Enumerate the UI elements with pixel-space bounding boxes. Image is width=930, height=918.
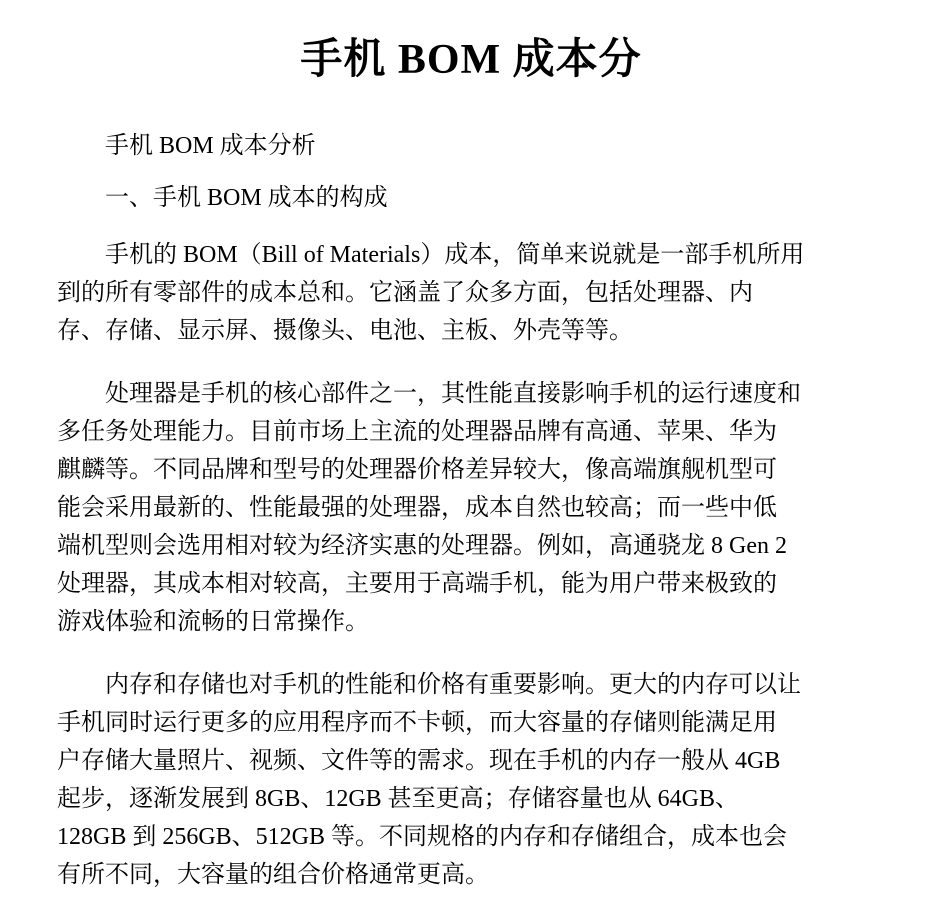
text-line: 手机同时运行更多的应用程序而不卡顿，而大容量的存储则能满足用 <box>57 710 777 736</box>
text-line: 游戏体验和流畅的日常操作。 <box>57 609 369 635</box>
text-line: 能会采用最新的、性能最强的处理器，成本自然也较高；而一些中低 <box>57 495 777 521</box>
text-line: 存、存储、显示屏、摄像头、电池、主板、外壳等等。 <box>57 318 633 344</box>
text-line: 128GB 到 256GB、512GB 等。不同规格的内存和存储组合，成本也会 <box>57 824 788 850</box>
text-line: 多任务处理能力。目前市场上主流的处理器品牌有高通、苹果、华为 <box>57 419 777 445</box>
paragraph <box>57 236 885 350</box>
document-subtitle: 手机 BOM 成本分析 <box>105 133 316 159</box>
text-line: 起步，逐渐发展到 8GB、12GB 甚至更高；存储容量也从 64GB、 <box>57 786 740 812</box>
paragraph <box>57 666 885 894</box>
text-line: 处理器是手机的核心部件之一，其性能直接影响手机的运行速度和 <box>105 381 801 407</box>
text-line: 到的所有零部件的成本总和。它涵盖了众多方面，包括处理器、内 <box>57 280 753 306</box>
document-title: 手机 BOM 成本分 <box>300 37 642 83</box>
text-line: 户存储大量照片、视频、文件等的需求。现在手机的内存一般从 4GB <box>57 748 781 774</box>
text-line: 麒麟等。不同品牌和型号的处理器价格差异较大，像高端旗舰机型可 <box>57 457 777 483</box>
document-body <box>57 236 885 894</box>
text-line: 端机型则会选用相对较为经济实惠的处理器。例如，高通骁龙 8 Gen 2 <box>57 533 787 559</box>
text-line: 内存和存储也对手机的性能和价格有重要影响。更大的内存可以让 <box>105 672 801 698</box>
paragraph <box>57 375 885 641</box>
text-line: 手机的 BOM（Bill of Materials）成本，简单来说就是一部手机所用 <box>105 242 805 268</box>
text-line: 有所不同，大容量的组合价格通常更高。 <box>57 862 489 888</box>
text-line: 处理器，其成本相对较高，主要用于高端手机，能为用户带来极致的 <box>57 571 777 597</box>
section-heading: 一、手机 BOM 成本的构成 <box>105 185 388 211</box>
